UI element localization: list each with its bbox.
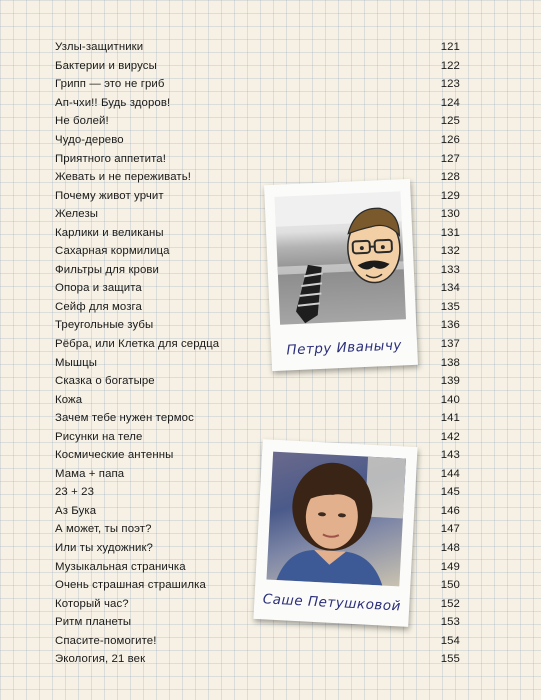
toc-entry-title: Мышцы [55,356,98,369]
toc-entry[interactable] [55,632,460,651]
photo-1-caption: Петру Иванычу [286,337,403,359]
toc-entry-title: Ап-чхи!! Будь здоров! [55,96,171,109]
toc-entry-page-number: 126 [440,134,460,146]
polaroid-portrait-photo [253,439,417,627]
toc-entry-title: Ритм планеты [55,616,132,629]
toc-entry-page-number: 128 [440,171,460,184]
toc-entry-title: Карлики и великаны [55,226,164,239]
woman-portrait-image [266,452,406,587]
toc-entry[interactable] [55,427,460,446]
toc-entry-title: Или ты художник? [55,542,153,555]
toc-entry-title: Железы [55,208,99,221]
toc-entry-title: Рёбра, или Клетка для сердца [55,338,220,351]
toc-entry-page-number: 147 [440,523,460,536]
toc-entry-title: Бактерии и вирусы [55,59,157,72]
toc-entry-title: Жевать и не переживать! [55,171,192,184]
toc-entry-title: Рисунки на теле [55,430,143,443]
toc-entry-page-number: 137 [440,338,460,351]
toc-entry-title: Кожа [55,393,83,406]
toc-entry-page-number: 145 [440,486,460,499]
toc-entry-page-number: 133 [440,263,460,276]
toc-entry-page-number: 131 [440,226,460,239]
toc-entry-page-number: 148 [440,542,460,555]
toc-entry-page-number: 152 [440,597,460,610]
toc-entry-page-number: 123 [440,78,460,91]
toc-entry[interactable] [55,112,460,131]
toc-entry-title: Мама + папа [55,467,125,480]
polaroid-cartoon-photo [264,179,418,371]
toc-entry-page-number: 121 [440,41,460,54]
toc-entry-title: А может, ты поэт? [55,523,152,536]
toc-entry[interactable] [55,94,460,113]
toc-entry-title: 23 + 23 [55,486,95,499]
toc-entry-title: Грипп — это не гриб [55,78,165,91]
toc-entry-page-number: 154 [440,634,460,647]
toc-entry-page-number: 127 [440,152,460,165]
toc-entry-title: Музыкальная страничка [55,560,186,573]
toc-entry-title: Фильтры для крови [55,263,160,276]
toc-entry-title: Космические антенны [55,449,174,462]
toc-entry-page-number: 130 [440,208,460,221]
toc-entry-title: Узлы-защитники [55,41,144,54]
photo-2-caption: Саше Петушковой [262,591,402,615]
toc-entry-title: Аз Бука [55,504,97,517]
toc-entry[interactable] [55,75,460,94]
toc-entry-page-number: 150 [440,579,460,592]
toc-entry-title: Треугольные зубы [55,319,154,332]
toc-entry-title: Почему живот урчит [55,189,164,202]
toc-entry-page-number: 155 [440,653,460,666]
toc-entry[interactable] [55,409,460,428]
toc-entry-page-number: 146 [440,504,460,517]
toc-entry-page-number: 144 [440,467,460,480]
toc-entry[interactable] [55,149,460,168]
toc-entry-title: Экология, 21 век [55,653,146,666]
toc-entry-title: Очень страшная страшилка [55,579,206,592]
toc-entry[interactable] [55,38,460,57]
toc-entry-title: Сейф для мозга [55,300,142,313]
toc-entry-page-number: 143 [440,449,460,462]
toc-entry-title: Зачем тебе нужен термос [55,412,194,425]
toc-entry-page-number: 142 [440,430,460,443]
toc-entry-title: Сказка о богатыре [55,375,155,388]
toc-entry-page-number: 125 [440,115,460,128]
toc-entry-page-number: 138 [440,356,460,369]
toc-entry-title: Который час? [55,597,129,610]
toc-entry-page-number: 139 [440,375,460,388]
toc-entry-page-number: 149 [440,560,460,573]
toc-entry[interactable] [55,390,460,409]
cartoon-man-illustration [275,191,406,324]
toc-entry[interactable] [55,372,460,391]
toc-entry[interactable] [55,131,460,150]
toc-entry-page-number: 124 [440,96,460,109]
toc-entry-title: Сахарная кормилица [55,245,170,258]
toc-entry[interactable] [55,57,460,76]
toc-entry-title: Опора и защита [55,282,142,295]
toc-entry-page-number: 136 [440,319,460,332]
toc-entry-page-number: 134 [440,282,460,295]
toc-entry-title: Приятного аппетита! [55,152,166,165]
toc-entry-page-number: 122 [440,59,460,72]
toc-entry-page-number: 141 [440,412,460,425]
toc-entry[interactable] [55,650,460,669]
toc-entry-page-number: 129 [440,189,460,202]
toc-entry-page-number: 140 [440,393,460,406]
toc-entry-title: Не болей! [55,115,109,128]
toc-entry-page-number: 153 [440,616,460,629]
toc-entry-title: Спасите-помогите! [55,634,157,647]
toc-entry-page-number: 135 [440,300,460,313]
toc-entry-title: Чудо-дерево [55,134,124,146]
toc-entry-page-number: 132 [440,245,460,258]
